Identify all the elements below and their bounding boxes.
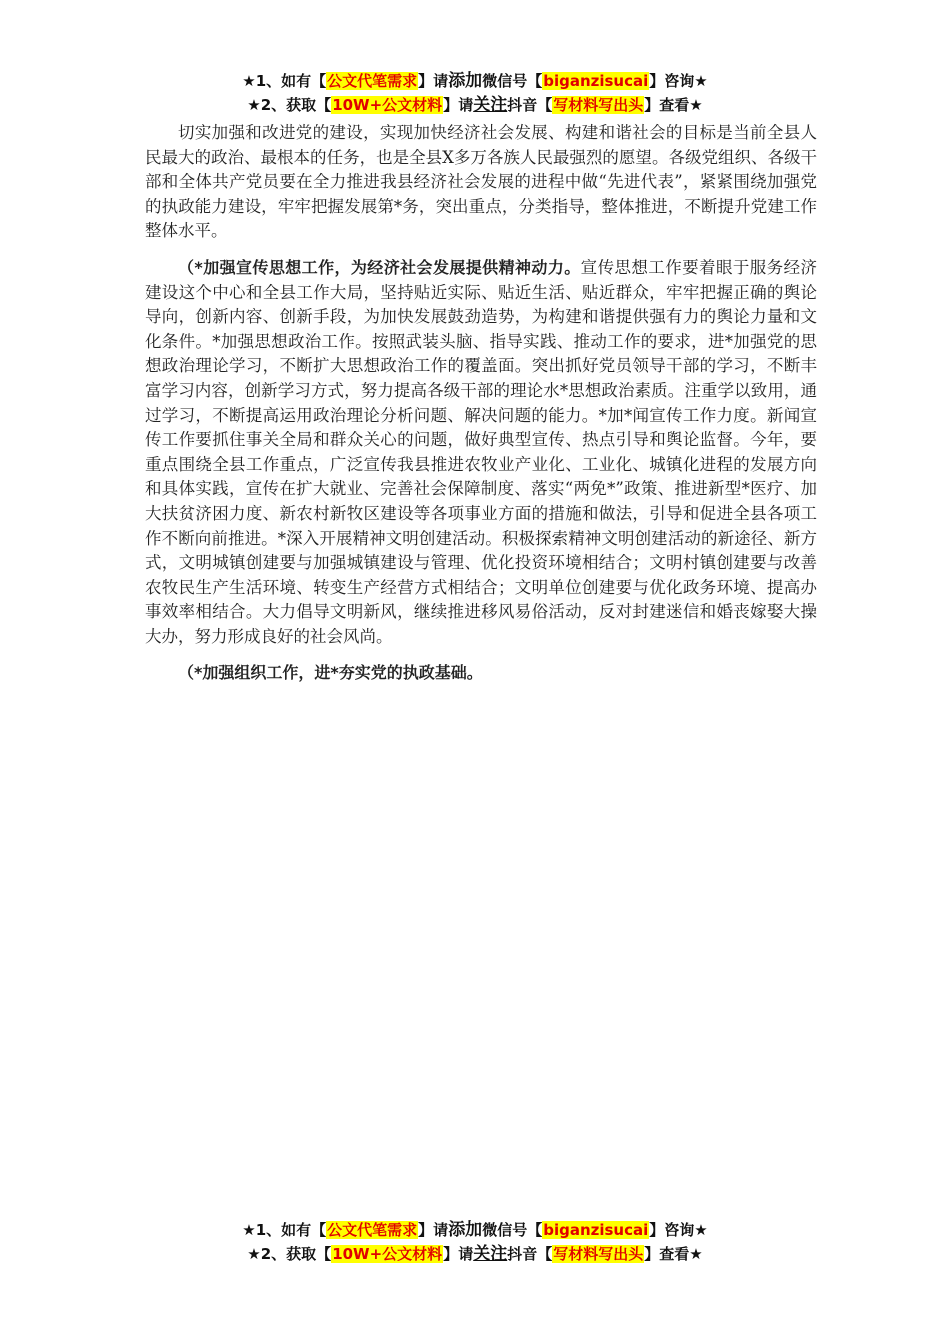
banner-line-2 (0, 1242, 950, 1266)
banner-line-1 (0, 69, 950, 93)
banner-emphasis: 添加 (448, 1220, 483, 1240)
highlight-service: 公文代笔需求 (327, 1221, 418, 1239)
banner-text: 】查看★ (644, 96, 703, 114)
section-heading-propaganda: （*加强宣传思想工作，为经济社会发展提供精神动力。 (178, 257, 581, 277)
highlight-wechat-id: biganzisucai (543, 72, 649, 90)
banner-text: ★1、如有【 (242, 72, 327, 90)
banner-emphasis: 关注 (473, 95, 508, 115)
highlight-materials: 10W+公文材料 (332, 96, 443, 114)
banner-text: 】请 (418, 72, 449, 90)
paragraph-propaganda (145, 256, 817, 650)
highlight-douyin-id: 写材料写出头 (553, 96, 644, 114)
banner-text: ★2、获取【 (247, 96, 332, 114)
section-body-propaganda: 宣传思想工作要着眼于服务经济建设这个中心和全县工作大局，坚持贴近实际、贴近生活、贴近群众，牢牢把握正确的舆论导向，创新内容、创新手段，为加快发展鼓劲造势，为构建和谐提供强有力的舆论力量和文化条件。*加强思想政治工作。按照武装头脑、指导实践、推动工作的要求，进*加强党的思想政治理论学习，不断扩大思想政治工作的覆盖面。突出抓好党员领导干部的学习，不断丰富学习内容，创新学习方式，努力提高各级干部的理论水*思想政治素质。注重学以致用，通过学习，不断提高运用政治理论分析问题、解决问题的能力。*加*闻宣传工作力度。新闻宣传工作要抓住事关全局和群众关心的问题，做好典型宣传、热点引导和舆论监督。今年，要重点围绕全县工作重点，广泛宣传我县推进农牧业产业化、工业化、城镇化进程的发展方向和具体实践，宣传在扩大就业、完善社会保障制度、落实“两免*”政策、推进新型*医疗、加大扶贫济困力度、新农村新牧区建设等各项事业方面的措施和做法，引导和促进全县各项工作不断向前推进。*深入开展精神文明创建活动。积极探索精神文明创建活动的新途径、新方式，文明城镇创建要与加强城镇建设与管理、优化投资环境相结合；文明村镇创建要与改善农牧民生产生活环境、转变生产经营方式相结合；文明单位创建要与优化政务环境、提高办事效率相结合。大力倡导文明新风，继续推进移风易俗活动，反对封建迷信和婚丧嫁娶大操大办，努力形成良好的社会风尚。 (145, 257, 818, 646)
banner-text: 】咨询★ (649, 72, 708, 90)
paragraph-intro: 切实加强和改进党的建设，实现加快经济社会发展、构建和谐社会的目标是当前全县人民最大的政治、最根本的任务，也是全县X多万各族人民最强烈的愿望。各级党组织、各级干部和全体共产党员要在全力推进我县经济社会发展的进程中做“先进代表”，紧紧围绕加强党的执政能力建设，牢牢把握发展第*务，突出重点，分类指导，整体推进，不断提升党建工作整体水平。 (145, 123, 817, 241)
highlight-wechat-id: biganzisucai (543, 1221, 649, 1239)
highlight-materials: 10W+公文材料 (332, 1245, 443, 1263)
banner-text: 】请 (443, 96, 474, 114)
section-heading-organization: （*加强组织工作，进*夯实党的执政基础。 (178, 663, 483, 683)
banner-emphasis: 关注 (473, 1244, 508, 1264)
banner-text: 抖音【 (507, 1245, 553, 1263)
banner-text: 】请 (418, 1221, 449, 1239)
document-body (145, 121, 817, 686)
banner-text: ★2、获取【 (247, 1245, 332, 1263)
banner-emphasis: 添加 (448, 71, 483, 91)
footer-banner (0, 1218, 950, 1266)
banner-text: ★1、如有【 (242, 1221, 327, 1239)
highlight-service: 公文代笔需求 (327, 72, 418, 90)
banner-line-2 (0, 93, 950, 117)
banner-text: 微信号【 (482, 72, 543, 90)
banner-line-1 (0, 1218, 950, 1242)
paragraph-organization (145, 661, 817, 686)
banner-text: 】咨询★ (649, 1221, 708, 1239)
banner-text: 】请 (443, 1245, 474, 1263)
highlight-douyin-id: 写材料写出头 (553, 1245, 644, 1263)
banner-text: 抖音【 (507, 96, 553, 114)
header-banner (0, 69, 950, 117)
banner-text: 微信号【 (482, 1221, 543, 1239)
banner-text: 】查看★ (644, 1245, 703, 1263)
